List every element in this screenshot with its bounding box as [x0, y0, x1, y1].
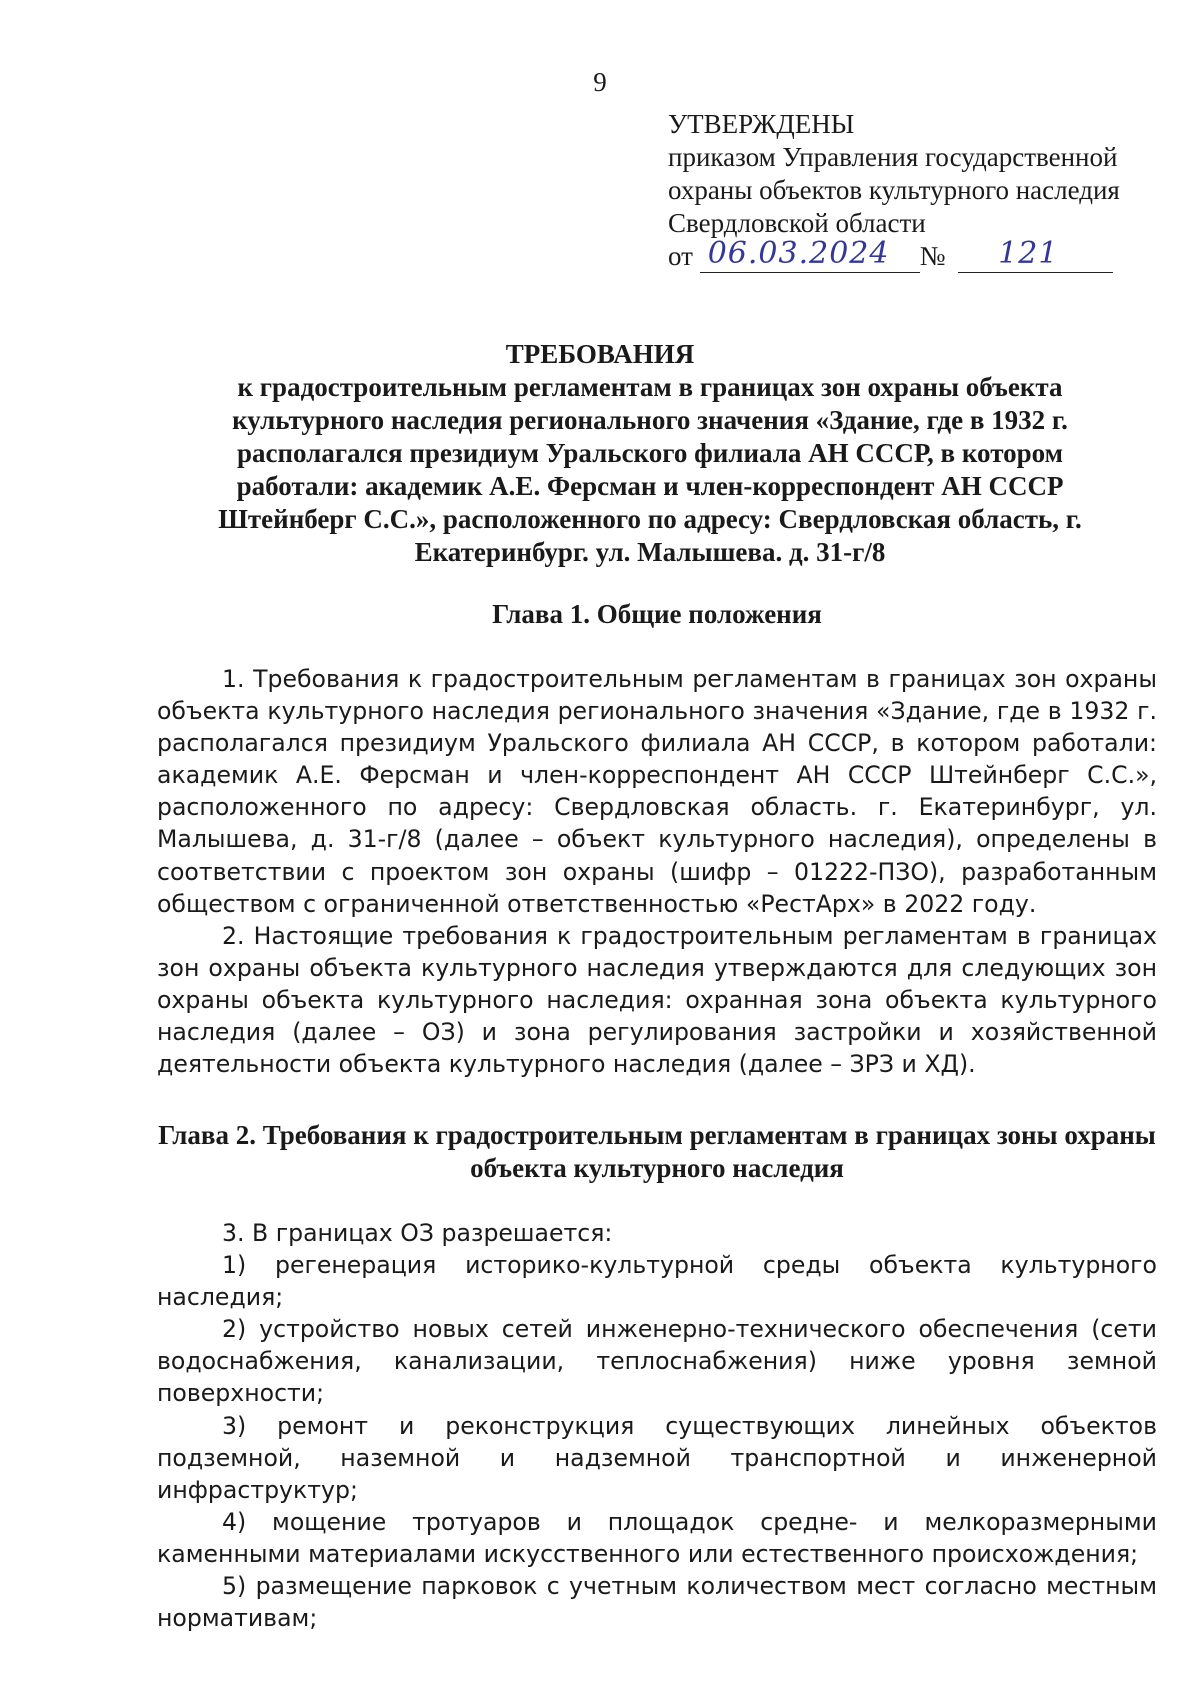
document-title: ТРЕБОВАНИЯ — [505, 339, 695, 369]
handwritten-date: 06.03.2024 — [707, 236, 890, 271]
list-item-5: 5) размещение парковок с учетным количеством мест согласно местным нормативам; — [157, 1572, 1157, 1633]
approval-date-number-line — [668, 236, 1148, 273]
list-item-2: 2) устройство новых сетей инженерно-технического обеспечения (сети водоснабжения, канализации, теплоснабжения) ниже уровня земной поверхности; — [157, 1315, 1157, 1408]
chapter-2-body — [157, 1217, 1157, 1634]
chapter-1-heading: Глава 1. Общие положения — [492, 599, 822, 629]
list-item-4: 4) мощение тротуаров и площадок средне- и мелкоразмерными каменными материалами искусственного или естественного происхождения; — [157, 1507, 1157, 1568]
date-prefix: от — [668, 241, 693, 271]
approval-stamp-block — [668, 108, 1148, 273]
paragraph-2: 2. Настоящие требования к градостроительным регламентам в границах зон охраны объекта культурного наследия утверждаются для следующих зон охраны объекта культурного наследия: охранная зона объекта культурного наследия (далее – ОЗ) и зона регулирования застройки и хозяйственной деятельности объекта культурного наследия (далее – ЗРЗ и ХД). — [157, 921, 1157, 1079]
paragraph-3: 3. В границах ОЗ разрешается: — [222, 1219, 613, 1247]
handwritten-number: 121 — [998, 236, 1059, 271]
number-field — [958, 236, 1113, 273]
approval-region-line: Свердловской области — [668, 208, 926, 238]
approval-heading: УТВЕРЖДЕНЫ — [668, 109, 855, 139]
document-subtitle: к градостроительным регламентам в границах зон охраны объекта культурного наследия регионального значения «Здание, где в 1932 г. располагался президиум Уральского филиала АН СССР, в котором работали: академик А.Е. Ферсман и член-корреспондент АН СССР Штейнберг С.С.», расположенного по адресу: Свердловская область, г. Екатеринбург. ул. Малышева. д. 31-г/8 — [218, 372, 1082, 567]
chapter-1-body — [157, 663, 1157, 1080]
list-item-3: 3) ремонт и реконструкция существующих линейных объектов подземной, наземной и надземной транспортной и инженерной инфраструктур; — [157, 1411, 1157, 1504]
chapter-2-heading: Глава 2. Требования к градостроительным регламентам в границах зоны охраны объекта культурного наследия — [158, 1120, 1156, 1183]
list-item-1: 1) регенерация историко-культурной среды объекта культурного наследия; — [157, 1251, 1157, 1312]
date-field — [700, 236, 920, 273]
paragraph-1: 1. Требования к градостроительным регламентам в границах зон охраны объекта культурного наследия регионального значения «Здание, где в 1932 г. располагался президиум Уральского филиала АН СССР, в котором работали: академик А.Е. Ферсман и член-корреспондент АН СССР Штейнберг С.С.», расположенного по адресу: Свердловская область. г. Екатеринбург, ул. Малышева, д. 31-г/8 (далее – объект культурного наследия), определены в соответствии с проектом зон охраны (шифр – 01222-ПЗО), разработанным обществом с ограниченной ответственностью «РестАрх» в 2022 году. — [157, 665, 1157, 918]
approval-authority-line: охраны объектов культурного наследия — [668, 175, 1120, 205]
page-number: 9 — [593, 67, 607, 97]
number-prefix: № — [919, 241, 946, 271]
approval-order-line: приказом Управления государственной — [668, 142, 1118, 172]
